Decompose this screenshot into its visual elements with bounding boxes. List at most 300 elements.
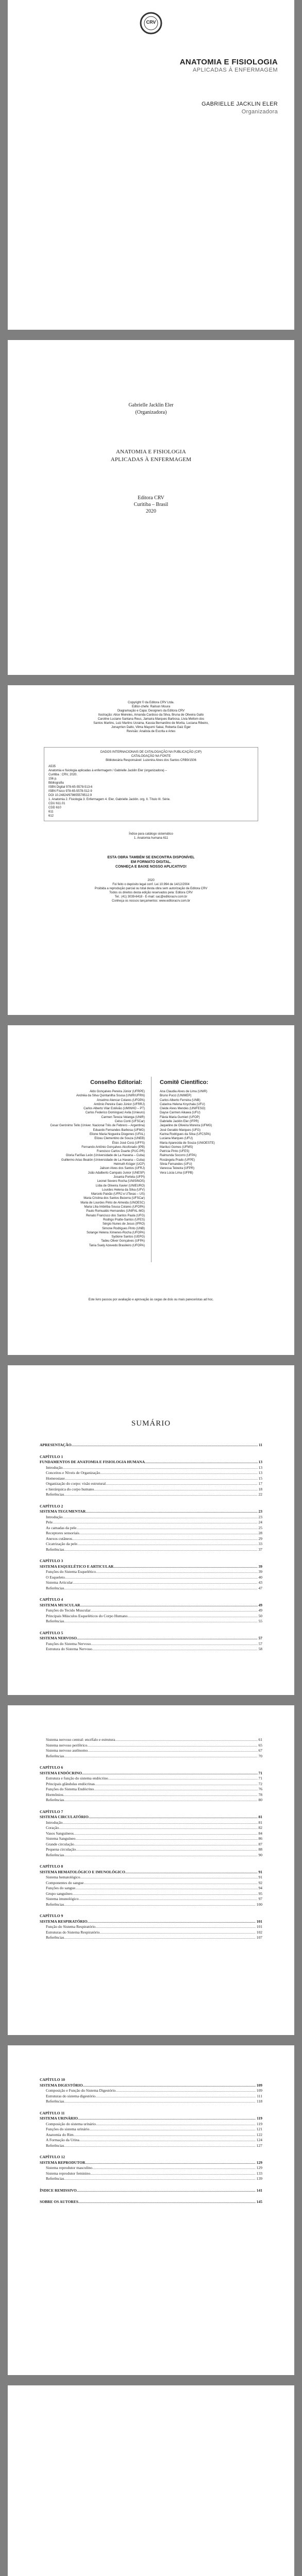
- toc-dots: [64, 1798, 257, 1803]
- toc-entry[interactable]: [40, 1526, 262, 1531]
- toc-entry[interactable]: [40, 1641, 262, 1647]
- toc-entry[interactable]: [40, 1853, 262, 1858]
- council-member: Gloria Fariñas León (Universidade de La Havana – Cuba): [65, 1154, 145, 1158]
- toc-entry-page: 50: [258, 1613, 262, 1618]
- toc-entry-label: Funções do Sistema Endócrino: [46, 1787, 94, 1791]
- toc-entry-label: Sistema reprodutor feminino: [46, 2171, 91, 2176]
- toc-entry[interactable]: [40, 1896, 262, 1902]
- toc-entry-label: Sistema reprodutor masculino: [46, 2165, 92, 2170]
- toc-entry[interactable]: [40, 1558, 262, 1564]
- toc-entry[interactable]: [40, 1930, 262, 1936]
- toc-entry-page: 122: [256, 2132, 262, 2137]
- toc-dots: [82, 1771, 258, 1776]
- toc-entry[interactable]: [40, 1809, 262, 1815]
- toc-entry-label: Introdução: [46, 1465, 63, 1470]
- toc-entry-label: Grande circulação: [46, 1841, 74, 1846]
- committee-member: Silvia Fernandes (UFU): [160, 1163, 192, 1166]
- toc-entry-page: 81: [258, 1815, 262, 1819]
- toc-entry-label: SISTEMA RESPIRATÓRIO: [40, 1919, 88, 1924]
- council-member: Maria de Lourdes Pinto de Almeida (UNOESC): [80, 1201, 145, 1205]
- toc-entry[interactable]: [40, 1636, 262, 1641]
- organizer-name: GABRIELLE JACKLIN ELER: [202, 101, 278, 107]
- toc-entry-label: FUNDAMENTOS DE ANATOMIA E FISIOLOGIA HUMANA: [40, 1460, 145, 1464]
- committee-member: Carlos Alberto Ferreira (UNB): [160, 1098, 200, 1102]
- toc-dots: [90, 2171, 256, 2177]
- council-member: Rodrigo Pratte-Santos (UFES): [103, 1218, 145, 1222]
- toc-entry[interactable]: [40, 1820, 262, 1826]
- toc-entry[interactable]: [40, 1748, 262, 1754]
- toc-entry-label: SISTEMA MUSCULAR: [40, 1602, 80, 1607]
- council-member: Renato Francisco dos Santos Paula (UFG): [86, 1214, 145, 1217]
- toc-entry[interactable]: [40, 2155, 262, 2160]
- toc-page-3: [8, 2045, 294, 2375]
- toc-title: SUMÁRIO: [131, 1419, 171, 1428]
- toc-entry[interactable]: [40, 1547, 262, 1553]
- toc-entry[interactable]: [40, 2122, 262, 2127]
- toc-entry-label: Funções do sistema urinário: [46, 2127, 90, 2131]
- catalog-entry: A535: [48, 765, 56, 768]
- toc-dots: [83, 2083, 256, 2089]
- toc-entry[interactable]: [40, 1737, 262, 1743]
- toc-entry-page: 90: [258, 1852, 262, 1857]
- toc-dots: [72, 1443, 258, 1448]
- toc-entry-label: CAPÍTULO 12: [40, 2155, 65, 2159]
- toc-entry[interactable]: [40, 2132, 262, 2138]
- toc-entry-label: Organização do corpo: visão estrutural: [46, 1481, 106, 1486]
- toc-dots: [80, 1875, 257, 1880]
- toc-entry[interactable]: [40, 2165, 262, 2171]
- footer-line: Proibida a reprodução parcial ou total desta obra sem autorização da Editora CRV: [94, 887, 208, 890]
- toc-entry[interactable]: [40, 1782, 262, 1787]
- toc-entry[interactable]: [40, 1515, 262, 1520]
- toc-entry-page: 119: [257, 2116, 262, 2121]
- toc-entry[interactable]: [40, 2111, 262, 2116]
- toc-dots: [88, 1919, 256, 1925]
- toc-entry[interactable]: [40, 1847, 262, 1853]
- toc-entry-label: CAPÍTULO 9: [40, 1913, 63, 1918]
- toc-entry[interactable]: [40, 2176, 262, 2182]
- committee-member: Mariluci Gomes (UFMS): [160, 1145, 193, 1149]
- toc-entry[interactable]: [40, 2127, 262, 2132]
- toc-entry-label: ÍNDICE REMISSIVO: [40, 2188, 77, 2193]
- toc-entry-page: 129: [256, 2165, 262, 2170]
- council-member: Fernando Antônio Gonçalves Alcoforado (IPB): [81, 1145, 145, 1149]
- council-member: Elione Maria Nogueira Diogenes (UFAL): [89, 1132, 145, 1136]
- toc-entry[interactable]: [40, 1492, 262, 1498]
- toc-entry-page: 107: [256, 1935, 262, 1940]
- toc-entry[interactable]: [40, 1443, 262, 1448]
- council-title: Conselho Editorial:: [90, 1079, 142, 1086]
- toc-entry[interactable]: [40, 1919, 262, 1925]
- toc-dots: [99, 1930, 255, 1936]
- toc-entry[interactable]: [40, 1771, 262, 1776]
- toc-entry[interactable]: [40, 2199, 262, 2205]
- toc-dots: [145, 1460, 258, 1465]
- year: 2020: [146, 509, 156, 514]
- toc-entry-page: 145: [256, 2199, 262, 2204]
- toc-entry-label: Referências: [46, 1547, 64, 1552]
- toc-dots: [86, 1509, 257, 1515]
- toc-gap: [40, 1624, 262, 1631]
- toc-entry-label: O Esqueleto: [46, 1574, 65, 1580]
- toc-entry-page: 13: [258, 1470, 262, 1475]
- toc-entry[interactable]: [40, 1913, 262, 1919]
- toc-entry-label: Referências: [46, 1619, 64, 1623]
- toc-dots: [64, 1754, 257, 1759]
- toc-entry[interactable]: [40, 1470, 262, 1476]
- council-member: Leonel Severo Rocha (UNISINOS): [97, 1180, 145, 1183]
- council-member: Maria Lília Imbiriba Sousa Colares (UFOPA): [84, 1206, 145, 1209]
- toc-entry-label: Sistema Sanguíneo: [46, 1836, 76, 1841]
- toc-list: [40, 1737, 262, 1941]
- toc-entry[interactable]: [40, 1787, 262, 1792]
- toc-entry[interactable]: [40, 1575, 262, 1581]
- committee-member: Flávia Maria Gumieri (UFOP): [160, 1115, 200, 1119]
- toc-entry-label: Referências: [46, 1753, 64, 1758]
- toc-entry[interactable]: [40, 1754, 262, 1759]
- toc-entry-page: 23: [258, 1514, 262, 1519]
- city: Curitiba – Brasil: [133, 502, 169, 507]
- toc-entry[interactable]: [40, 1460, 262, 1465]
- toc-entry-label: Sistema imunológico: [46, 1896, 79, 1901]
- toc-entry-page: 28: [258, 1531, 262, 1535]
- toc-entry[interactable]: [40, 1864, 262, 1870]
- toc-gap: [40, 2193, 262, 2199]
- toc-dots: [63, 1792, 258, 1798]
- toc-entry[interactable]: [40, 1476, 262, 1482]
- council-member: Antônio Pereira Gaio Júnior (UFRRJ): [93, 1103, 145, 1106]
- toc-entry[interactable]: [40, 2138, 262, 2143]
- toc-entry-label: Coração: [46, 1825, 59, 1830]
- toc-entry[interactable]: [40, 1765, 262, 1771]
- committee-title: Comitê Científico:: [160, 1079, 209, 1086]
- toc-dots: [72, 1891, 257, 1897]
- toc-entry-page: 91: [258, 1869, 262, 1874]
- toc-dots: [78, 2199, 256, 2205]
- cover-title: ANATOMIA E FISIOLOGIA: [179, 58, 278, 66]
- council-member: Maria Cristina dos Santos Bezerra (UFSCar): [83, 1197, 145, 1200]
- council-member: Jailson Alves dos Santos (UFRJ): [99, 1167, 145, 1171]
- toc-entry[interactable]: [40, 2094, 262, 2099]
- committee-member: Ana Claudia Alves de Lima (UNIR): [160, 1090, 208, 1093]
- toc-entry[interactable]: [40, 1631, 262, 1636]
- toc-entry-label: Função do Sistema Respiratório: [46, 1924, 96, 1929]
- toc-dots: [113, 1564, 257, 1570]
- toc-dots: [115, 1737, 257, 1743]
- toc-dots: [115, 2088, 256, 2094]
- toc-dots: [88, 1748, 257, 1754]
- toc-page-2: [8, 1705, 294, 2035]
- toc-page-1: [8, 1365, 294, 1695]
- toc-entry[interactable]: [40, 1870, 262, 1875]
- toc-entry-label: Funções do Tecido Muscular: [46, 1608, 91, 1613]
- toc-entry-page: 57: [258, 1636, 262, 1640]
- council-member: Lourdes Helena da Silva (UFV): [102, 1188, 145, 1192]
- index-title: Índice para catálogo sistemático: [129, 833, 173, 836]
- toc-entry-label: CAPÍTULO 6: [40, 1765, 63, 1770]
- rights-line: CONHEÇA E BAIXE NOSSO APLICATIVO!: [115, 865, 187, 869]
- toc-dots: [95, 1782, 258, 1787]
- catalog-line: CDU 611.01: [48, 802, 65, 805]
- toc-entry[interactable]: [40, 1798, 262, 1803]
- toc-entry[interactable]: [40, 1504, 262, 1510]
- toc-gap: [40, 1907, 262, 1913]
- toc-entry[interactable]: [40, 2116, 262, 2122]
- toc-entry-page: 124: [256, 2138, 262, 2142]
- council-member: Francisco Carlos Duarte (PUC-PR): [96, 1150, 145, 1154]
- council-member: Élsio José Corá (UFFS): [112, 1141, 145, 1145]
- toc-entry[interactable]: [40, 1580, 262, 1586]
- toc-entry[interactable]: [40, 1603, 262, 1608]
- committee-member: Karina Rodrigues da Silva (UFCSPA): [160, 1132, 211, 1136]
- toc-entry-label: Componentes do sangue: [46, 1880, 84, 1885]
- toc-entry-page: 18: [258, 1486, 262, 1492]
- toc-entry-label: CAPÍTULO 10: [40, 2077, 65, 2082]
- toc-entry[interactable]: [40, 1924, 262, 1930]
- committee-member: José Geraldo Marques (UFG): [160, 1128, 201, 1132]
- council-page: [8, 1025, 294, 1355]
- toc-entry[interactable]: [40, 1465, 262, 1471]
- toc-entry-page: 129: [256, 2160, 262, 2165]
- council-member: Aldo Gonçalves Pereira Júnior (UFRPE): [89, 1090, 145, 1093]
- toc-entry-label: Referências: [46, 2176, 64, 2181]
- council-member: Celso Conti (UFSCar): [114, 1120, 145, 1124]
- toc-entry[interactable]: [40, 1886, 262, 1891]
- toc-entry[interactable]: [40, 1647, 262, 1652]
- toc-entry-label: SISTEMA CIRCULATÓRIO: [40, 1815, 89, 1819]
- toc-entry-label: Introdução: [46, 1514, 63, 1519]
- toc-entry-label: SISTEMA ENDÓCRINO: [40, 1770, 82, 1775]
- toc-entry[interactable]: [40, 1520, 262, 1526]
- toc-dots: [92, 2165, 256, 2171]
- toc-entry-page: 47: [258, 1585, 262, 1590]
- credit-line: Revisão: Analista de Escrita e Artes: [126, 730, 176, 733]
- council-member: Cesar Gerónimo Tello (Univer. Nacional Três de Febrero – Argentina): [50, 1124, 145, 1128]
- catalog-line: Bibliografia: [48, 782, 64, 785]
- toc-entry-label: Funções do sangue: [46, 1886, 76, 1890]
- toc-entry-page: 101: [256, 1919, 262, 1924]
- toc-entry-page: 13: [258, 1465, 262, 1470]
- credit-line: Ilustração: Alice Meireles, Amanda Cardoso da Silva, Bruna de Oliveira Gallo: [98, 714, 204, 717]
- council-member: João Adalberto Campato Junior (UNESP): [88, 1171, 145, 1175]
- toc-entry-label: e hierárquica do corpo humano: [46, 1486, 94, 1492]
- toc-entry-label: Principais glândulas endócrinas: [46, 1781, 95, 1786]
- toc-dots: [85, 2160, 255, 2166]
- committee-member: Raimunda Socorro (UFPA): [160, 1154, 197, 1158]
- toc-entry[interactable]: [40, 2171, 262, 2177]
- toc-entry-label: Funções do Sistema Esquelético: [46, 1569, 96, 1574]
- toc-entry[interactable]: [40, 1815, 262, 1820]
- catalog-title: DADOS INTERNACIONAIS DE CATALOGAÇÃO NA PUBLICAÇÃO (CIP): [100, 751, 202, 754]
- committee-member: Rosângela Prado (UFPE): [160, 1158, 195, 1162]
- toc-entry-label: CAPÍTULO 4: [40, 1597, 63, 1602]
- toc-entry-label: Sistema nervoso central: encéfalo e estrutura: [46, 1737, 115, 1742]
- toc-entry-page: 17: [258, 1481, 262, 1486]
- toc-entry[interactable]: [40, 1536, 262, 1542]
- title-page-publisher: [8, 495, 294, 515]
- toc-dots: [63, 1465, 258, 1471]
- toc-entry-label: Receptores sensoriais: [46, 1531, 79, 1535]
- toc-entry[interactable]: [40, 2083, 262, 2089]
- toc-entry-label: Sistema nervoso autônomo: [46, 1748, 88, 1753]
- toc-dots: [64, 2176, 255, 2182]
- column-divider: [151, 1077, 152, 1262]
- toc-entry-page: 40: [258, 1574, 262, 1580]
- toc-entry[interactable]: [40, 2077, 262, 2083]
- toc-entry-label: Referências: [46, 1935, 64, 1940]
- toc-entry[interactable]: [40, 1564, 262, 1570]
- toc-entry[interactable]: [40, 1836, 262, 1842]
- toc-entry[interactable]: [40, 1743, 262, 1749]
- toc-dots: [65, 1476, 258, 1482]
- council-member: Solange Helena Ximenes-Rocha (UFOPA): [87, 1231, 145, 1234]
- cover-organizer: [202, 100, 278, 116]
- toc-dots: [72, 1536, 257, 1542]
- toc-entry-label: Principais Músculos Esqueléticos do Corpo Humano: [46, 1613, 128, 1618]
- toc-entry[interactable]: [40, 1831, 262, 1837]
- toc-entry-page: 127: [256, 2143, 262, 2148]
- toc-entry-page: 88: [258, 1847, 262, 1852]
- toc-entry-page: 71: [258, 1776, 262, 1781]
- toc-dots: [73, 1580, 257, 1586]
- committee-member: Vanessa Teixeira (UFPR): [160, 1167, 195, 1171]
- toc-gap: [40, 1498, 262, 1504]
- footer-line: Conheça os nossos lançamentos: www.editoracrv.com.br: [112, 900, 190, 903]
- toc-entry[interactable]: [40, 1935, 262, 1941]
- toc-dots: [64, 2099, 256, 2105]
- council-member: Carmen Tereza Velanga (UNIR): [101, 1115, 145, 1119]
- toc-entry-label: Estrutura e função do sistema endócrino: [46, 1776, 108, 1781]
- toc-entry-page: 37: [258, 1547, 262, 1552]
- toc-entry[interactable]: [40, 1825, 262, 1831]
- toc-entry-page: 67: [258, 1748, 262, 1753]
- toc-entry-label: SISTEMA HEMATOLÓGICO E IMUNOLÓGICO: [40, 1869, 125, 1874]
- toc-gap: [40, 2148, 262, 2155]
- council-member: Guillermo Arias Beatón (Universidade de La Havana – Cuba): [61, 1158, 145, 1162]
- toc-dots: [108, 1776, 258, 1782]
- toc-dots: [74, 2132, 256, 2138]
- toc-entry-page: 23: [258, 1509, 262, 1514]
- toc-entry[interactable]: [40, 1541, 262, 1547]
- toc-entry-page: 92: [258, 1880, 262, 1885]
- toc-gap: [40, 1759, 262, 1765]
- toc-gap: [40, 2182, 262, 2188]
- toc-entry-label: Conceitos e Níveis de Organização: [46, 1470, 100, 1475]
- toc-dots: [89, 1815, 258, 1820]
- council-member: Tadeu Oliver Gonçalves (UFPA): [101, 1240, 145, 1243]
- toc-entry-page: 118: [257, 2099, 262, 2104]
- toc-dots: [92, 1647, 258, 1652]
- council-member: Marcelo Paixão (UFRJ e UTexas – US): [91, 1193, 145, 1196]
- toc-entry-label: CAPÍTULO 2: [40, 1503, 63, 1509]
- toc-entry-label: Composição e Função do Sistema Digestório: [46, 2088, 116, 2093]
- cover-page: [8, 0, 294, 330]
- toc-entry-page: 78: [258, 1792, 262, 1797]
- toc-entry[interactable]: [40, 1509, 262, 1515]
- rights-block: [23, 855, 279, 869]
- toc-entry-label: CAPÍTULO 1: [40, 1454, 63, 1459]
- toc-entry[interactable]: [40, 2188, 262, 2194]
- toc-entry[interactable]: [40, 1487, 262, 1493]
- toc-dots: [53, 1520, 258, 1526]
- toc-entry[interactable]: [40, 1597, 262, 1603]
- footer-line: 2020: [147, 879, 155, 882]
- toc-dots: [64, 1492, 257, 1498]
- toc-dots: [74, 1831, 258, 1837]
- toc-dots: [64, 1547, 257, 1553]
- toc-entry-page: 81: [258, 1820, 262, 1825]
- toc-entry[interactable]: [40, 2143, 262, 2149]
- toc-entry-page: 25: [258, 1525, 262, 1530]
- toc-entry[interactable]: [40, 1880, 262, 1886]
- committee-member: Luciana Marques (UFU): [160, 1137, 193, 1141]
- toc-entry[interactable]: [40, 1891, 262, 1897]
- catalog-line: 1. Anatomia 2. Fisiologia 3. Enfermagem 4. Eler, Gabrielle Jacklin. org. II. Título III. Série.: [48, 798, 171, 801]
- toc-dots: [64, 1902, 255, 1908]
- toc-entry-label: Funções do Sistema Nervoso: [46, 1641, 91, 1646]
- catalog-line: Curitiba : CRV, 2020.: [48, 773, 78, 776]
- toc-entry-page: 13: [258, 1460, 262, 1464]
- toc-entry[interactable]: [40, 1454, 262, 1460]
- toc-entry[interactable]: [40, 1586, 262, 1591]
- toc-entry[interactable]: [40, 1902, 262, 1908]
- toc-dots: [59, 1825, 258, 1831]
- toc-dots: [106, 1481, 257, 1487]
- toc-entry[interactable]: [40, 1619, 262, 1624]
- toc-entry-label: Anatomia do Rim: [46, 2132, 74, 2137]
- council-member: Simone Rodrigues Pinto (UNB): [102, 1227, 145, 1230]
- toc-entry[interactable]: [40, 1481, 262, 1487]
- toc-entry[interactable]: [40, 1531, 262, 1536]
- toc-entry-label: Referências: [46, 2143, 64, 2148]
- toc-entry[interactable]: [40, 1614, 262, 1619]
- catalog-lines: [48, 769, 254, 818]
- toc-entry-page: 43: [258, 1580, 262, 1585]
- toc-entry-page: 84: [258, 1831, 262, 1836]
- catalog-line: Anatomia e fisiologia aplicadas à enfermagem / Gabrielle Jacklin Eler (organizadora) –: [48, 769, 167, 772]
- toc-entry[interactable]: [40, 1792, 262, 1798]
- toc-dots: [89, 2127, 255, 2132]
- toc-entry-page: 133: [256, 2171, 262, 2176]
- toc-entry[interactable]: [40, 2160, 262, 2166]
- toc-dots: [125, 1870, 258, 1875]
- toc-entry[interactable]: [40, 2099, 262, 2105]
- credit-lines: [23, 705, 279, 734]
- toc-entry-page: 71: [258, 1770, 262, 1775]
- toc-dots: [95, 2094, 256, 2099]
- toc-entry-page: 72: [258, 1781, 262, 1786]
- council-member: Sydione Santos (UEPG): [111, 1235, 145, 1239]
- toc-entry[interactable]: [40, 2088, 262, 2094]
- index-block: [23, 832, 279, 840]
- footer-line: Foi feito o depósito legal conf. Lei 10.994 de 14/12/2004: [112, 883, 190, 886]
- toc-entry[interactable]: [40, 1875, 262, 1880]
- catalog-line: 612: [48, 815, 54, 818]
- toc-entry[interactable]: [40, 1569, 262, 1575]
- toc-entry-page: 57: [258, 1641, 262, 1646]
- toc-entry[interactable]: [40, 1842, 262, 1848]
- toc-entry[interactable]: [40, 1776, 262, 1782]
- toc-entry[interactable]: [40, 1608, 262, 1614]
- blank-page: [8, 2385, 294, 2576]
- catalog-line: CDD 610: [48, 806, 61, 809]
- toc-dots: [65, 1575, 258, 1581]
- committee-member: Patrícia Pinto (UFES): [160, 1150, 190, 1154]
- toc-dots: [76, 1847, 257, 1853]
- toc-dots: [94, 1787, 257, 1792]
- committee-member: Dayse Carmen Aikawa (UFU): [160, 1111, 200, 1115]
- toc-dots: [87, 1743, 257, 1749]
